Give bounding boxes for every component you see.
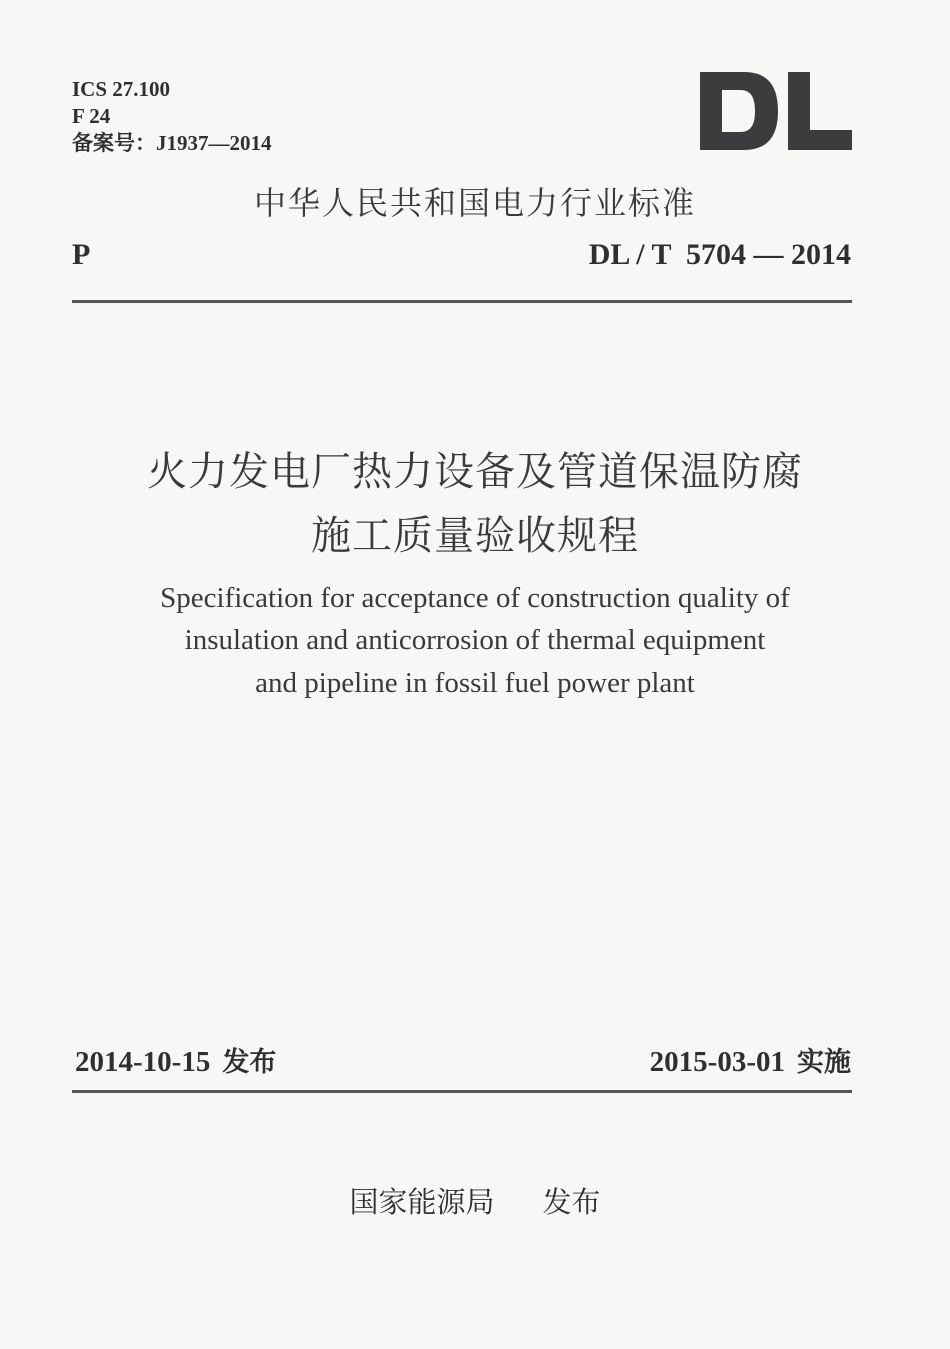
footer-divider bbox=[72, 1090, 852, 1093]
category-code: F 24 bbox=[72, 104, 111, 128]
title-en-line-1: Specification for acceptance of construction quality of bbox=[160, 582, 790, 614]
classification-letter: P bbox=[72, 238, 91, 271]
publisher-name: 国家能源局 bbox=[349, 1185, 495, 1219]
dl-logo bbox=[700, 72, 852, 150]
title-en-line-2: insulation and anticorrosion of thermal equipment bbox=[184, 624, 766, 656]
publisher-label: 发布 bbox=[542, 1185, 601, 1219]
issue-date-block bbox=[75, 1040, 276, 1079]
standard-title: 中华人民共和国电力行业标准 bbox=[253, 184, 696, 222]
standard-number: DL / T 5704 — 2014 bbox=[588, 238, 851, 271]
implement-date-block bbox=[650, 1040, 851, 1079]
publisher-line bbox=[0, 1180, 950, 1221]
title-en-line-3: and pipeline in fossil fuel power plant bbox=[255, 667, 695, 699]
issue-date: 2014-10-15 bbox=[75, 1046, 211, 1078]
title-cn-line-2: 施工质量验收规程 bbox=[311, 513, 639, 559]
implement-label: 实施 bbox=[797, 1047, 851, 1078]
ics-code: ICS 27.100 bbox=[72, 77, 171, 101]
header-divider bbox=[72, 300, 852, 303]
record-number: 备案号：J1937—2014 bbox=[72, 131, 272, 155]
title-cn-line-1: 火力发电厂热力设备及管道保温防腐 bbox=[147, 449, 803, 495]
implement-date: 2015-03-01 bbox=[649, 1046, 785, 1078]
issue-label: 发布 bbox=[222, 1047, 277, 1078]
